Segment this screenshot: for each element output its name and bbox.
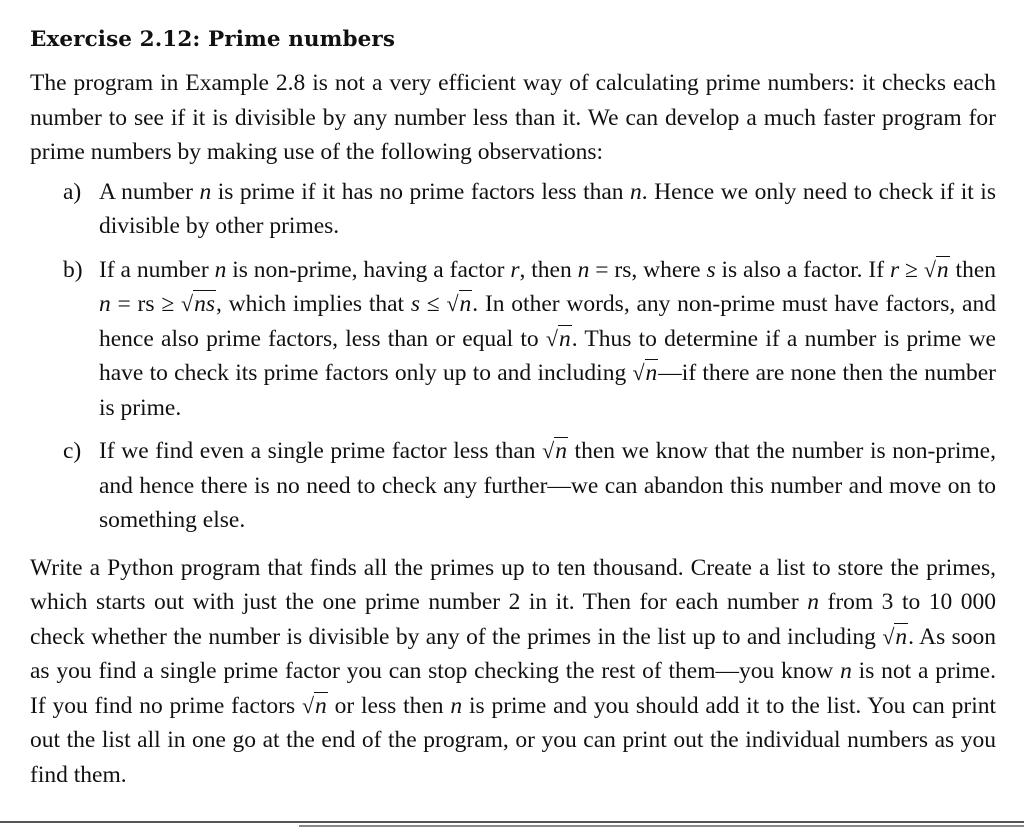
square-root-expression: √ns — [181, 291, 215, 317]
square-root-expression: √n — [632, 360, 658, 386]
square-root-expression: √n — [446, 291, 472, 317]
observation-text: A number n is prime if it has no prime factors less than n. Hence we only need to check if it is divisible by other primes. — [99, 178, 996, 239]
square-root-expression: √n — [301, 692, 327, 719]
observations-list — [30, 175, 996, 538]
instructions-text: Write a Python program that finds all the primes up to ten thousand. Create a list to store the primes, which starts out with just the one prime number 2 in it. Then for each number n from 3 to 10 000 check whether the number is divisible by any of the primes in the list up to and including √n. As soon as you find a single prime factor you can stop checking the rest of them—you know n is not a prime. If you find no prime factors √n or less then n is prime and you should add it to the list. You can print out the list all in one go at the end of the program, or you can print out the individual numbers as you find them. — [30, 554, 996, 788]
square-root-expression: √n — [542, 438, 567, 464]
square-root-expression: √n — [545, 325, 571, 352]
observation-label: c) — [63, 438, 82, 464]
page-bottom-rule — [0, 821, 1024, 823]
exercise-page — [30, 26, 996, 792]
observation-label: a) — [63, 178, 82, 205]
square-root-expression: √n — [882, 623, 908, 650]
intro-paragraph: The program in Example 2.8 is not a very efficient way of calculating prime numbers: it checks each number to see if it is divisible by any number less than it. We can develop a much faster program for prime numbers by making use of the following observations: — [30, 70, 996, 165]
observation-text: If a number n is non-prime, having a factor r, then n = rs, where s is also a factor. If r ≥ √n then n = rs ≥ √ns, which implies that s ≤ √n. In other words, any non-prime must have factors, and hence also prime factors, less than or equal to √n. Thus to determine if a number is prime we have to check its prime factors only up to and including √n—if there are none then the number is prime. — [99, 256, 996, 421]
exercise-title: Exercise 2.12: Prime numbers — [30, 27, 396, 52]
instructions-paragraph — [30, 551, 996, 793]
observation-label: b) — [63, 256, 83, 283]
square-root-expression: √n — [923, 256, 949, 283]
observation-item-b — [30, 253, 996, 426]
observation-item-c — [30, 434, 996, 538]
observation-text: If we find even a single prime factor less than √n then we know that the number is non-prime, and hence there is no need to check any further—we can abandon this number and move on to something else. — [99, 438, 996, 533]
observation-item-a — [30, 175, 996, 244]
